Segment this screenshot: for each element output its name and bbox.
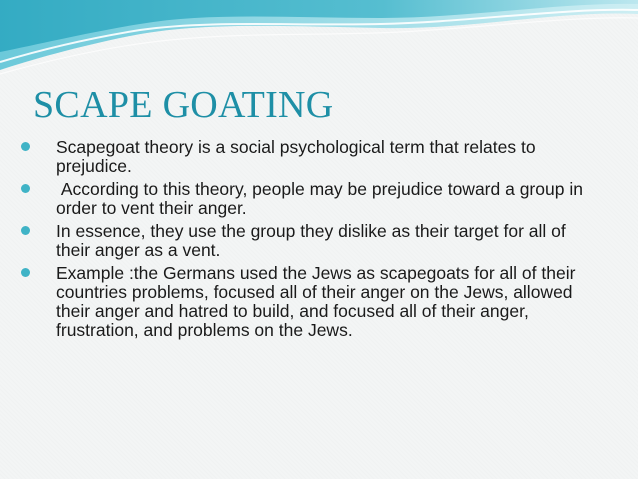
- bullet-dot-icon: [21, 226, 30, 235]
- bullet-text: Scapegoat theory is a social psychological term that relates to prejudice.: [56, 137, 536, 176]
- slide-title: SCAPE GOATING: [33, 84, 334, 126]
- bullet-item: [20, 264, 600, 340]
- bullet-item: [20, 180, 600, 218]
- bullet-list: [20, 138, 600, 344]
- bullet-dot-icon: [21, 268, 30, 277]
- bullet-text: Example :the Germans used the Jews as scapegoats for all of their countries problems, focused all of their anger on the Jews, allowed their anger and hatred to build, and focused all of their anger, frustration, and problems on the Jews.: [56, 263, 576, 340]
- bullet-item: [20, 222, 600, 260]
- header-wave-decoration: [0, 0, 638, 80]
- bullet-item: [20, 138, 600, 176]
- bullet-dot-icon: [21, 142, 30, 151]
- bullet-text: In essence, they use the group they dislike as their target for all of their anger as a vent.: [56, 221, 566, 260]
- bullet-text: According to this theory, people may be prejudice toward a group in order to vent their anger.: [56, 179, 588, 218]
- bullet-dot-icon: [21, 184, 30, 193]
